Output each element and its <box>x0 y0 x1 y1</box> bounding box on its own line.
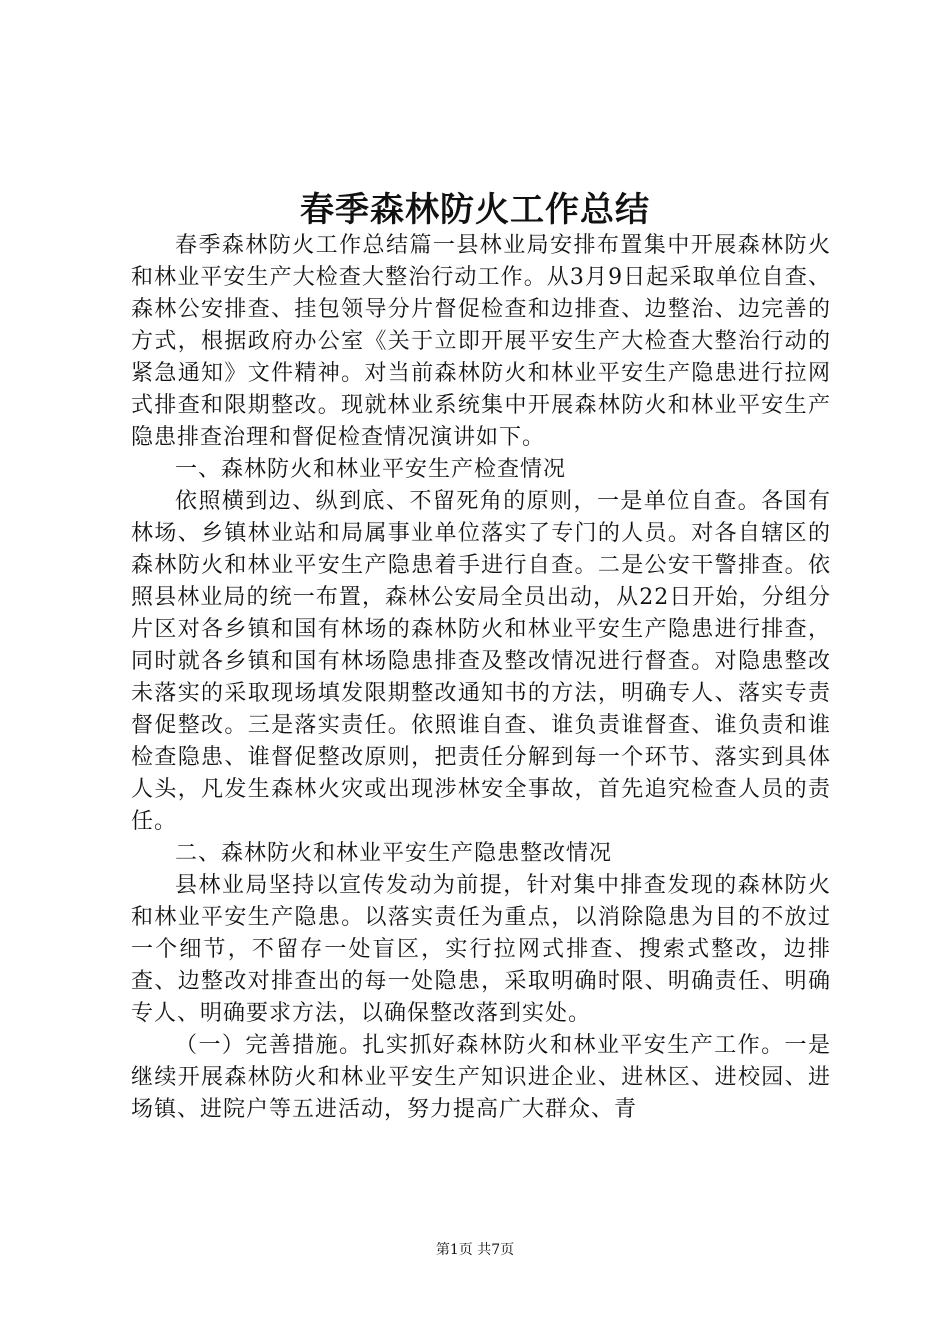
document-title: 春季森林防火工作总结 <box>300 190 650 230</box>
page-number-footer: 第1页 共7页 <box>435 1242 515 1258</box>
section-heading-inspection: 一、森林防火和林业平安生产检查情况 <box>175 457 567 482</box>
paragraph-inspection: 依照横到边、纵到底、不留死角的原则，一是单位自查。各国有林场、乡镇林业站和局属事业单位落实了专门的人员。对各自辖区的森林防火和林业平安生产隐患着手进行自查。二是公安干警排查。依照县林业局的统一布置，森林公安局全员出动，从22日开始，分组分片区对各乡镇和国有林场的森林防火和林业平安生产隐患进行排查，同时就各乡镇和国有林场隐患排查及整改情况进行督查。对隐患整改未落实的采取现场填发限期整改通知书的方法，明确专人、落实专责督促整改。三是落实责任。依照谁自查、谁负责谁督查、谁负责和谁检查隐患、谁督促整改原则，把责任分解到每一个环节、落实到具体人头，凡发生森林火灾或出现涉林安全事故，首先追究检查人员的责任。 <box>131 489 831 834</box>
paragraph-rectification: 县林业局坚持以宣传发动为前提，针对集中排查发现的森林防火和林业平安生产隐患。以落实责任为重点，以消除隐患为目的不放过一个细节，不留存一处盲区，实行拉网式排查、搜索式整改，边排查、边整改对排查出的每一处隐患，采取明确时限、明确责任、明确专人、明确要求方法，以确保整改落到实处。 <box>131 873 831 1026</box>
paragraph-intro: 春季森林防火工作总结篇一县林业局安排布置集中开展森林防火和林业平安生产大检查大整治行动工作。从3月9日起采取单位自查、森林公安排查、挂包领导分片督促检查和边排查、边整治、边完善的方式，根据政府办公室《关于立即开展平安生产大检查大整治行动的紧急通知》文件精神。对当前森林防火和林业平安生产隐患进行拉网式排查和限期整改。现就林业系统集中开展森林防火和林业平安生产隐患排查治理和督促检查情况演讲如下。 <box>131 233 831 450</box>
paragraph-measures: （一）完善措施。扎实抓好森林防火和林业平安生产工作。一是继续开展森林防火和林业平安生产知识进企业、进林区、进校园、进场镇、进院户等五进活动，努力提高广大群众、青 <box>131 1033 831 1122</box>
section-heading-rectification: 二、森林防火和林业平安生产隐患整改情况 <box>175 841 613 866</box>
document-body <box>131 230 831 1126</box>
